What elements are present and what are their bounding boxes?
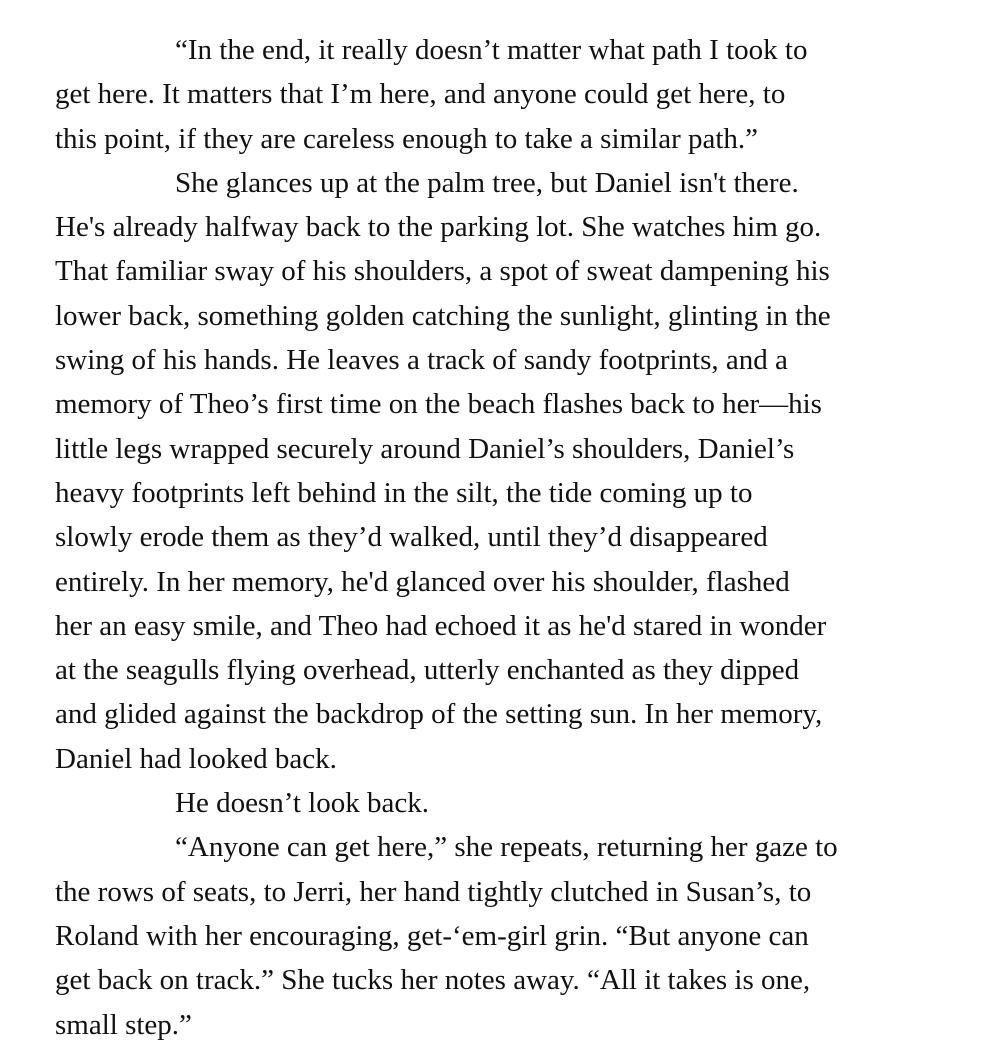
text-line: He doesn’t look back. [175, 787, 429, 820]
paragraph-2 [55, 161, 968, 781]
text-line: She glances up at the palm tree, but Daniel isn't there. [175, 166, 799, 199]
text-line: He's already halfway back to the parking lot. She watches him go. [55, 211, 822, 244]
text-line: entirely. In her memory, he'd glanced over his shoulder, flashed [55, 565, 790, 598]
text-line: get back on track.” She tucks her notes away. “All it takes is one, [55, 964, 811, 997]
text-line: Daniel had looked back. [55, 742, 337, 775]
paragraph-1 [55, 28, 968, 161]
text-line: “Anyone can get here,” she repeats, returning her gaze to [175, 831, 838, 864]
text-line: and glided against the backdrop of the setting sun. In her memory, [55, 698, 823, 731]
paragraph-4 [55, 825, 968, 1046]
text-line: at the seagulls flying overhead, utterly enchanted as they dipped [55, 654, 800, 687]
text-line: slowly erode them as they’d walked, until they’d disappeared [55, 521, 768, 554]
text-line: Roland with her encouraging, get-‘em-girl grin. “But anyone can [55, 919, 809, 952]
text-line: heavy footprints left behind in the silt, the tide coming up to [55, 476, 753, 509]
text-line: swing of his hands. He leaves a track of sandy footprints, and a [55, 344, 788, 377]
text-line: lower back, something golden catching the sunlight, glinting in the [55, 299, 831, 332]
text-line: little legs wrapped securely around Daniel’s shoulders, Daniel’s [55, 432, 795, 465]
paragraph-3 [55, 781, 968, 825]
text-line: this point, if they are careless enough to take a similar path.” [55, 122, 759, 155]
text-line: small step.” [55, 1008, 192, 1041]
text-line: “In the end, it really doesn’t matter what path I took to [175, 34, 808, 66]
text-line: memory of Theo’s first time on the beach flashes back to her—his [55, 388, 822, 421]
text-line: That familiar sway of his shoulders, a spot of sweat dampening his [55, 255, 830, 288]
text-line: the rows of seats, to Jerri, her hand tightly clutched in Susan’s, to [55, 875, 812, 908]
text-line: her an easy smile, and Theo had echoed it as he'd stared in wonder [55, 609, 827, 642]
text-line: get here. It matters that I’m here, and anyone could get here, to [55, 78, 786, 111]
